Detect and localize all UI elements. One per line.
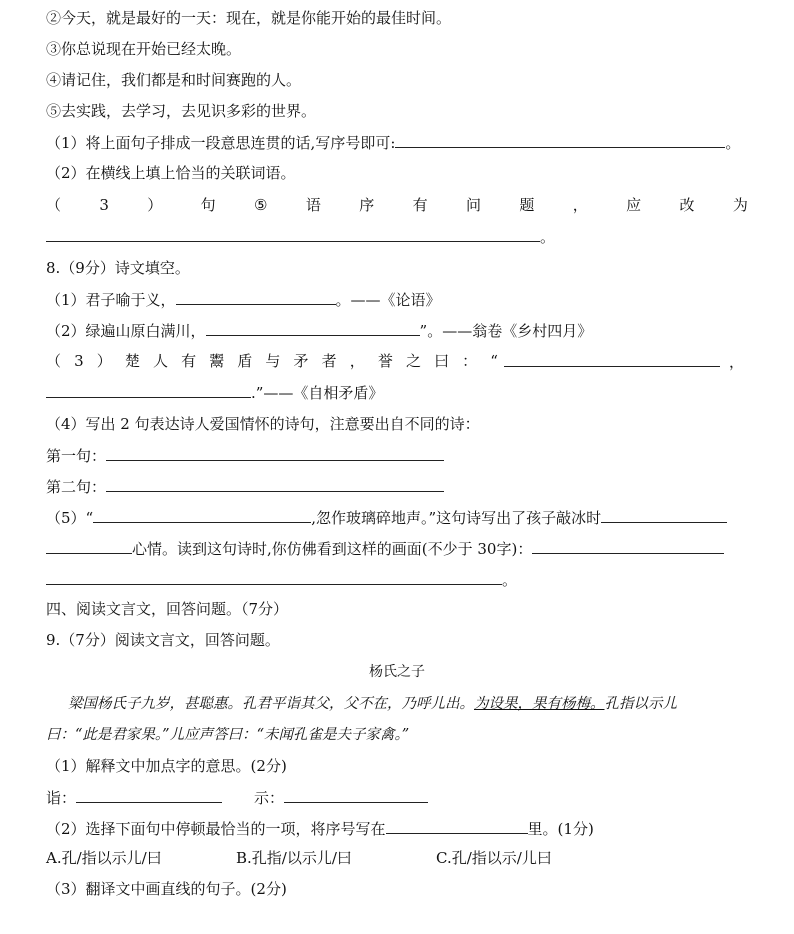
q8-item4-second-blank[interactable]: [106, 476, 444, 492]
q7-part3-line2: [46, 226, 555, 246]
passage-line1-b: 孔指以示儿: [604, 696, 677, 712]
q8-item3-char: （: [46, 352, 62, 370]
q8-item1-post: 。——《论语》: [335, 291, 441, 309]
q7-part1: [46, 132, 740, 152]
q8-item3-char: 3: [74, 352, 84, 370]
sentence-2: ②今天，就是最好的一天：现在，就是你能开始的最佳时间。: [46, 9, 452, 27]
q9-part2-pre: （2）选择下面句中停顿最恰当的一项，将序号写在: [46, 820, 386, 838]
q9-shi-blank[interactable]: [284, 787, 428, 803]
q8-item3-char: 有: [181, 352, 197, 370]
q7-part3-char: 为: [732, 196, 748, 214]
q9-part2: [46, 818, 594, 838]
q9-option-b: B.孔指/以示儿/曰: [236, 849, 352, 867]
q8-item5-mid: ,忽作玻璃碎地声。”这句诗写出了孩子敲冰时: [311, 509, 602, 527]
q8-item3-spread: [46, 351, 498, 371]
q9-part3: （3）翻译文中画直线的句子。(2分): [46, 880, 287, 898]
q7-part1-end: 。: [725, 134, 741, 152]
q8-item3-char: 鬻: [209, 352, 225, 370]
q8-item5-line3: [46, 569, 517, 589]
passage-underlined-sentence: 为设果，果有杨梅。: [474, 696, 605, 712]
q8-item4-second: [46, 476, 444, 496]
q8-item5-blank5[interactable]: [46, 569, 502, 585]
q7-part3-char: 题: [519, 196, 535, 214]
q8-item3-tail: [504, 351, 744, 371]
q8-item3-char: 誉: [377, 352, 393, 370]
q7-part3-char: ⑤: [254, 196, 268, 214]
q7-part3-spread: [46, 195, 748, 215]
q8-item5-blank2[interactable]: [601, 507, 727, 523]
passage-title: 杨氏之子: [369, 664, 425, 680]
q7-part2: （2）在横线上填上恰当的关联词语。: [46, 164, 296, 182]
q8-item4-first: [46, 445, 444, 465]
q9-shi-label: 示：: [254, 789, 285, 807]
q8-item2-post: ”。——翁卷《乡村四月》: [419, 322, 593, 340]
q8-item3-char: 之: [405, 352, 421, 370]
q9-part2-blank[interactable]: [386, 818, 528, 834]
q8-item4: （4）写出 2 句表达诗人爱国情怀的诗句，注意要出自不同的诗：: [46, 415, 480, 433]
q8-item5-blank3[interactable]: [46, 538, 132, 554]
q9-option-a: A.孔/指以示儿/曰: [46, 849, 162, 867]
q7-part3-char: 序: [359, 196, 375, 214]
q8-item3-char: 盾: [237, 352, 253, 370]
q7-part3-char: 语: [305, 196, 321, 214]
q7-part3-char: 改: [679, 196, 695, 214]
q7-part3-char: 有: [412, 196, 428, 214]
q7-part3-char: ，: [572, 196, 588, 214]
q8-item3-char: ：: [462, 352, 478, 370]
q7-part3-char: 3: [99, 196, 109, 214]
q7-part3-char: ）: [147, 196, 163, 214]
q8-item1-blank[interactable]: [176, 289, 336, 305]
q7-part3-end: 。: [540, 228, 556, 246]
sentence-5: ⑤去实践，去学习，去见识多彩的世界。: [46, 102, 317, 120]
q8-item2-pre: （2）绿遍山原白满川，: [46, 322, 206, 340]
q9-part1: （1）解释文中加点字的意思。(2分): [46, 757, 287, 775]
q8-item3-char: “: [490, 352, 498, 370]
q8-item3-blank1[interactable]: [504, 351, 720, 367]
q7-part3-char: 应: [626, 196, 642, 214]
q8-item5-end: 。: [502, 571, 518, 589]
q8-item1: [46, 289, 441, 309]
q7-part1-answer-blank[interactable]: [395, 132, 725, 148]
q9-yi-blank[interactable]: [76, 787, 222, 803]
q8-item5-blank1[interactable]: [93, 507, 311, 523]
q8-item1-pre: （1）君子喻于义，: [46, 291, 176, 309]
q9-option-c: C.孔/指以示/儿曰: [436, 849, 552, 867]
q8-item3-char: ，: [349, 352, 365, 370]
q8-item5-line2-text: 心情。读到这句诗时,你仿佛看到这样的画面(不少于 30字)：: [132, 540, 533, 558]
q8-item3-post: .”——《自相矛盾》: [251, 384, 384, 402]
q8-item3-char: ）: [96, 352, 112, 370]
passage-line1-a: 梁国杨氏子九岁，甚聪惠。孔君平诣其父，父不在，乃呼儿出。: [68, 696, 474, 712]
passage-line1: [46, 694, 677, 714]
q9-part2-post: 里。(1分): [527, 820, 594, 838]
q8-item3-char: 曰: [434, 352, 450, 370]
q8-item3-char: 矛: [293, 352, 309, 370]
sentence-4: ④请记住，我们都是和时间赛跑的人。: [46, 71, 302, 89]
q8-item3-char: 楚: [124, 352, 140, 370]
q7-part3-answer-blank[interactable]: [46, 226, 540, 242]
q8-item3-char: 者: [321, 352, 337, 370]
q8-item5-pre: （5）“: [46, 509, 94, 527]
q7-part3-char: 问: [465, 196, 481, 214]
passage-line2: 曰：“此是君家果。”儿应声答曰：“未闻孔雀是夫子家禽。”: [46, 727, 410, 743]
q8-item3-comma: ，: [728, 353, 744, 371]
q8-title: 8.（9分）诗文填空。: [46, 259, 190, 277]
q8-item4-first-label: 第一句：: [46, 447, 107, 465]
q7-part1-text: （1）将上面句子排成一段意思连贯的话,写序号即可:: [46, 134, 396, 152]
q8-item5-line2: [46, 538, 724, 558]
section4-title: 四、阅读文言文，回答问题。（7分）: [46, 600, 289, 618]
sentence-3: ③你总说现在开始已经太晚。: [46, 40, 242, 58]
q9-title: 9.（7分）阅读文言文，回答问题。: [46, 631, 280, 649]
q7-part3-char: （: [46, 196, 62, 214]
q9-yi-label: 诣：: [46, 789, 77, 807]
q9-part1-answers: [46, 787, 428, 807]
q8-item4-first-blank[interactable]: [106, 445, 444, 461]
q8-item4-second-label: 第二句：: [46, 478, 107, 496]
q8-item3-line2: [46, 382, 383, 402]
q8-item2-blank[interactable]: [206, 320, 420, 336]
q8-item5-blank4[interactable]: [532, 538, 724, 554]
q8-item3-char: 人: [152, 352, 168, 370]
q7-part3-char: 句: [200, 196, 216, 214]
q8-item3-blank2[interactable]: [46, 382, 251, 398]
q8-item5: [46, 507, 727, 527]
q8-item3-char: 与: [265, 352, 281, 370]
q8-item2: [46, 320, 592, 340]
